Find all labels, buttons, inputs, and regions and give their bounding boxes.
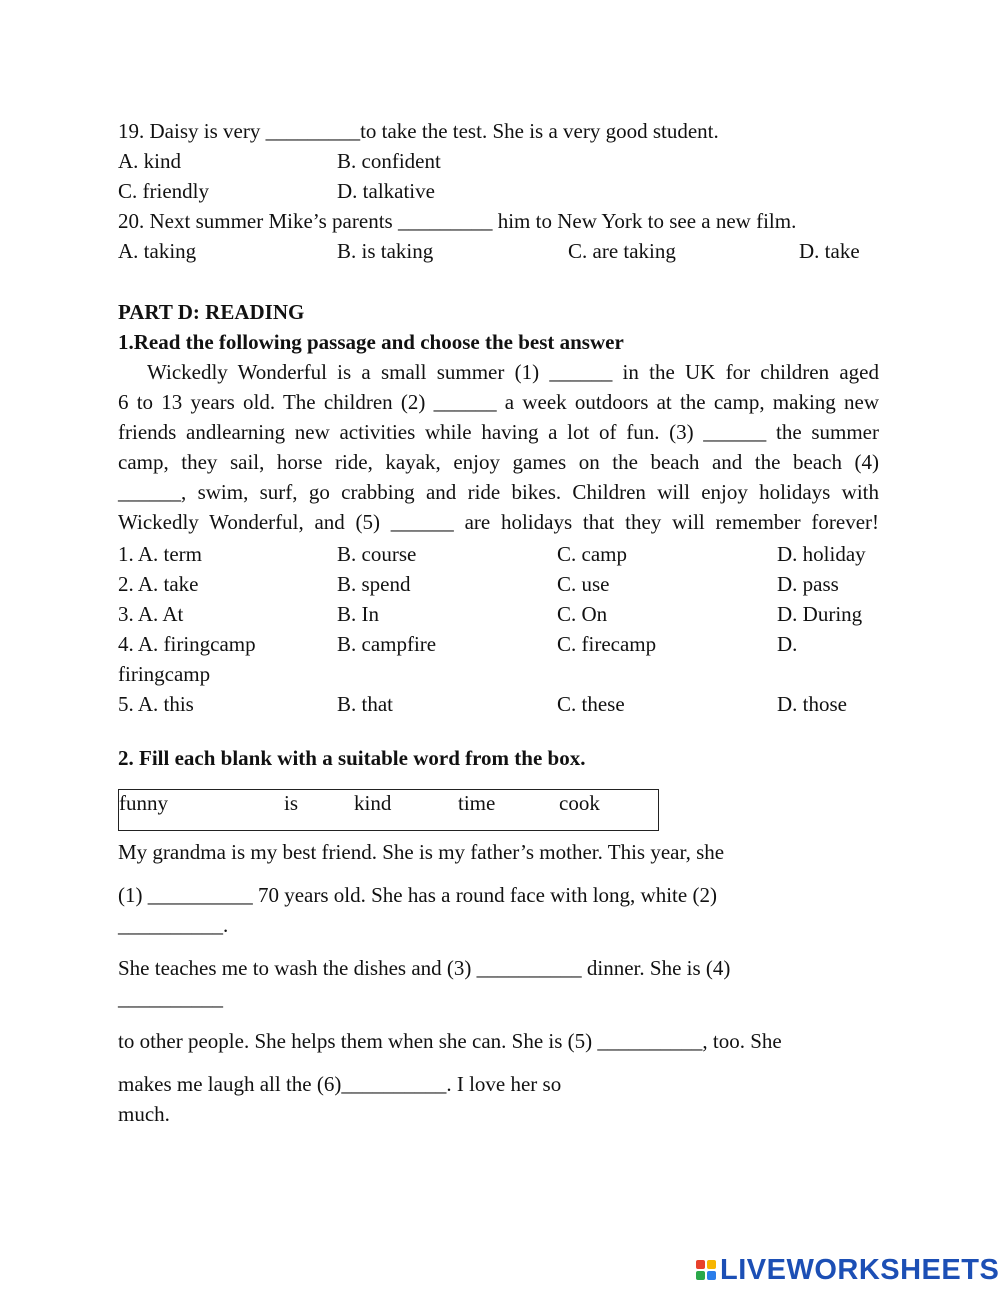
q20-option-b: B. is taking — [337, 239, 434, 263]
answer-1-d: D. holiday — [777, 542, 866, 566]
answer-2-a: 2. A. take — [118, 572, 199, 596]
answer-4-a: 4. A. firingcamp — [118, 632, 256, 656]
answer-5-a: 5. A. this — [118, 692, 194, 716]
fill-text-line-3: __________. — [118, 913, 229, 937]
q20-option-d: D. take — [799, 239, 860, 263]
word-box-item: cook — [559, 791, 600, 815]
answer-1-a: 1. A. term — [118, 542, 202, 566]
answer-4-b: B. campfire — [337, 632, 437, 656]
answer-2-c: C. use — [557, 572, 610, 596]
task2-heading: 2. Fill each blank with a suitable word from the box. — [118, 746, 586, 770]
fill-text-line-2: (1) __________ 70 years old. She has a round face with long, white (2) — [118, 883, 717, 907]
passage-line-4: camp, they sail, horse ride, kayak, enjoy games on the beach and the beach (4) — [118, 450, 879, 474]
question-19-stem: 19. Daisy is very _________to take the test. She is a very good student. — [118, 119, 719, 143]
passage-line-3: friends andlearning new activities while having a lot of fun. (3) ______ the summer — [118, 420, 879, 444]
question-20-stem: 20. Next summer Mike’s parents _________ him to New York to see a new film. — [118, 209, 797, 233]
logo-block — [696, 1260, 705, 1269]
fill-text-line-8: much. — [118, 1102, 170, 1126]
word-box-item: kind — [354, 791, 392, 815]
word-box-item: time — [458, 791, 496, 815]
logo-block — [696, 1271, 705, 1280]
fill-text-line-6: to other people. She helps them when she can. She is (5) __________, too. She — [118, 1029, 782, 1053]
liveworksheets-logo[interactable] — [696, 1255, 999, 1285]
task1-heading: 1.Read the following passage and choose the best answer — [118, 330, 624, 354]
logo-text: LIVEWORKSHEETS — [720, 1253, 1000, 1286]
passage-line-6: Wickedly Wonderful, and (5) ______ are holidays that they will remember forever! — [118, 510, 879, 534]
answer-3-b: B. In — [337, 602, 379, 626]
part-d-title: PART D: READING — [118, 300, 305, 324]
answer-2-b: B. spend — [337, 572, 411, 596]
answer-2-d: D. pass — [777, 572, 839, 596]
logo-block — [707, 1271, 716, 1280]
answer-1-b: B. course — [337, 542, 417, 566]
answer-4-c: C. firecamp — [557, 632, 657, 656]
word-box-item: funny — [119, 791, 168, 815]
word-box — [118, 789, 659, 831]
answer-3-c: C. On — [557, 602, 608, 626]
answer-3-d: D. During — [777, 602, 863, 626]
logo-blocks-icon — [696, 1260, 716, 1280]
answer-4-d-wrap: firingcamp — [118, 662, 211, 686]
word-box-item: is — [284, 791, 299, 815]
answer-1-c: C. camp — [557, 542, 627, 566]
answer-5-d: D. those — [777, 692, 847, 716]
q20-option-c: C. are taking — [568, 239, 676, 263]
q19-option-c: C. friendly — [118, 179, 209, 203]
passage-line-2: 6 to 13 years old. The children (2) ______ a week outdoors at the camp, making new — [118, 390, 879, 414]
fill-text-line-5: __________ — [118, 986, 223, 1010]
passage-line-1: Wickedly Wonderful is a small summer (1) ______ in the UK for children aged — [147, 360, 879, 384]
fill-text-line-1: My grandma is my best friend. She is my father’s mother. This year, she — [118, 840, 725, 864]
fill-text-line-7: makes me laugh all the (6)__________. I love her so — [118, 1072, 562, 1096]
fill-text-line-4: She teaches me to wash the dishes and (3) __________ dinner. She is (4) — [118, 956, 731, 980]
answer-3-a: 3. A. At — [118, 602, 184, 626]
answer-5-b: B. that — [337, 692, 393, 716]
answer-5-c: C. these — [557, 692, 625, 716]
passage-line-5: ______, swim, surf, go crabbing and ride bikes. Children will enjoy holidays with — [118, 480, 879, 504]
q19-option-a: A. kind — [118, 149, 181, 173]
q19-option-b: B. confident — [337, 149, 441, 173]
q20-option-a: A. taking — [118, 239, 197, 263]
logo-block — [707, 1260, 716, 1269]
q19-option-d: D. talkative — [337, 179, 435, 203]
answer-4-d: D. — [777, 632, 798, 656]
